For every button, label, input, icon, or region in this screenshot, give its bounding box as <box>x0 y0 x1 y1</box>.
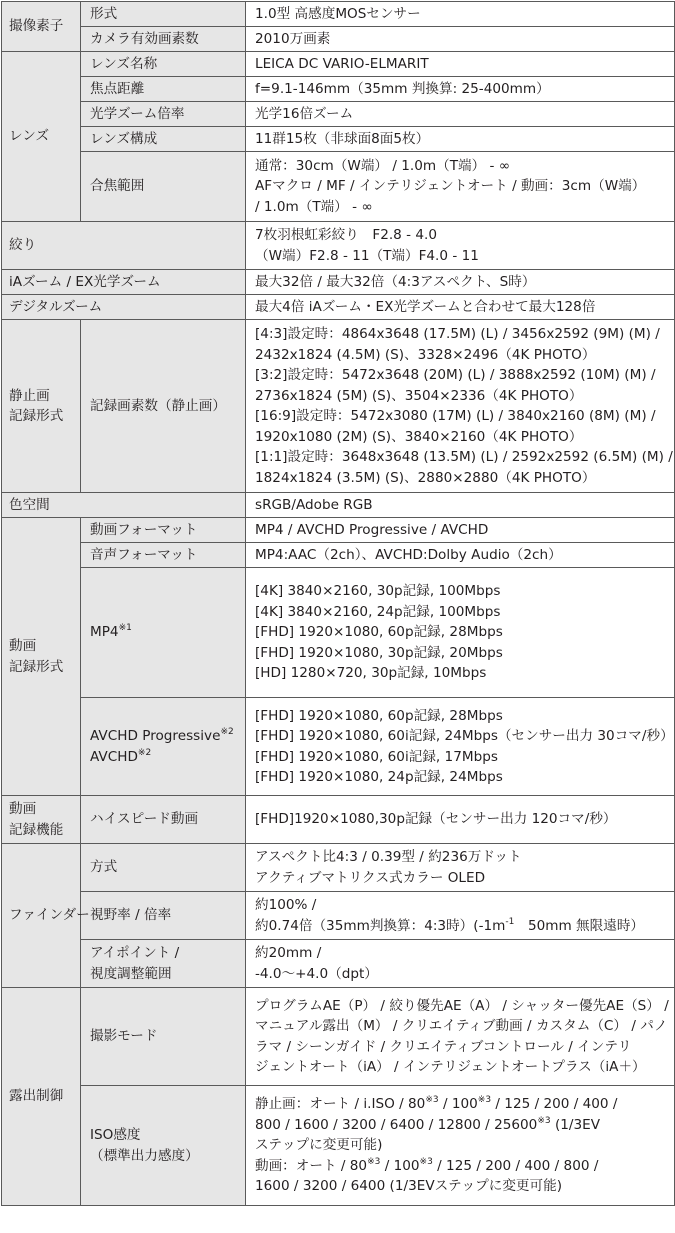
footnote-mark: ※2 <box>220 727 234 737</box>
table-row <box>2 127 675 152</box>
category-sensor: 撮像素子 <box>2 2 81 52</box>
value-focal-length: f=9.1-146mm（35mm 判換算: 25-400mm） <box>246 77 675 102</box>
value-focus-range <box>246 152 675 222</box>
value-eye-point: 約20mm / -4.0～+4.0（dpt） <box>246 940 675 988</box>
table-row <box>2 1086 675 1206</box>
label-still-pixels: 記録画素数（静止画） <box>81 320 246 493</box>
aperture-line: 7枚羽根虹彩絞り F2.8 - 4.0 <box>255 227 438 243</box>
category-lens: レンズ <box>2 52 81 222</box>
mp4-line: [FHD] 1920×1080, 60p記録, 28Mbps <box>255 624 503 641</box>
still-line: 2736x1824 (5M) (S)、3504×2336（4K PHOTO） <box>255 387 583 404</box>
table-row <box>2 27 675 52</box>
value-lens-name: LEICA DC VARIO-ELMARIT <box>246 52 675 77</box>
label-focus-range: 合焦範囲 <box>81 152 246 222</box>
table-row <box>2 940 675 988</box>
table-row <box>2 222 675 270</box>
footnote-mark: ※2 <box>137 747 152 758</box>
aperture-line: （W端）F2.8 - 11（T端）F4.0 - 11 <box>255 247 479 264</box>
table-row <box>2 102 675 127</box>
value-movie-format: MP4 / AVCHD Progressive / AVCHD <box>246 518 675 543</box>
category-still-format: 静止画 記録形式 <box>2 320 81 493</box>
label-iso: ISO感度 （標準出力感度） <box>81 1086 246 1206</box>
mp4-line: [FHD] 1920×1080, 30p記録, 20Mbps <box>255 644 503 661</box>
label-audio-format: 音声フォーマット <box>81 543 246 568</box>
focus-line: AFマクロ / MF / インテリジェントオート / 動画：3cm（W端） <box>255 178 646 195</box>
value-ia-zoom: 最大32倍 / 最大32倍（4:3アスペクト、S時） <box>246 270 675 295</box>
focus-line: / 1.0m（T端） - ∞ <box>255 198 373 215</box>
value-color-space: sRGB/Adobe RGB <box>246 493 675 518</box>
avchd-line: [FHD] 1920×1080, 60p記録, 28Mbps <box>255 707 503 724</box>
label-lens-name: レンズ名称 <box>81 52 246 77</box>
table-row <box>2 320 675 493</box>
value-optical-zoom: 光学16倍ズーム <box>246 102 675 127</box>
mp4-line: [4K] 3840×2160, 24p記録, 100Mbps <box>255 603 501 620</box>
value-shooting-mode: プログラムAE（P） / 絞り優先AE（A） / シャッター優先AE（S） / マニュアル露出（M） / クリエイティブ動画 / カスタム（C） / パノ ラマ / シーンガイド / クリエイティブコントロール / インテリ ジェントオート（iA） / インテリジェントオートプラス（iA＋） <box>246 988 675 1086</box>
label-effective-pixels: カメラ有効画素数 <box>81 27 246 52</box>
avchd-line: [FHD] 1920×1080, 60i記録, 17Mbps <box>255 748 498 765</box>
table-row <box>2 988 675 1086</box>
still-line: [4:3]設定時：4864x3648 (17.5M) (L) / 3456x2592 (9M) (M) / <box>255 326 660 342</box>
mp4-line: [4K] 3840×2160, 30p記録, 100Mbps <box>255 583 501 600</box>
avchd-line: [FHD] 1920×1080, 24p記録, 24Mbps <box>255 769 503 785</box>
category-digital-zoom: デジタルズーム <box>2 295 246 320</box>
avchd-line: [FHD] 1920×1080, 60i記録, 24Mbps（センサー出力 30コマ/秒） <box>255 728 674 744</box>
label-optical-zoom: 光学ズーム倍率 <box>81 102 246 127</box>
still-line: [3:2]設定時：5472x3648 (20M) (L) / 3888x2592 (10M) (M) / <box>255 367 656 383</box>
table-row <box>2 152 675 222</box>
category-movie-format: 動画 記録形式 <box>2 518 81 796</box>
table-row <box>2 2 675 27</box>
table-row <box>2 518 675 543</box>
label-movie-format: 動画フォーマット <box>81 518 246 543</box>
table-row <box>2 892 675 940</box>
category-aperture: 絞り <box>2 222 246 270</box>
label-focal-length: 焦点距離 <box>81 77 246 102</box>
table-row <box>2 543 675 568</box>
value-avchd <box>246 698 675 796</box>
value-effective-pixels: 2010万画素 <box>246 27 675 52</box>
value-sensor-format: 1.0型 高感度MOSセンサー <box>246 2 675 27</box>
category-color-space: 色空間 <box>2 493 246 518</box>
table-row <box>2 698 675 796</box>
table-row <box>2 52 675 77</box>
still-line: 1824x1824 (3.5M) (S)、2880×2880（4K PHOTO） <box>255 469 596 486</box>
still-line: [1:1]設定時：3648x3648 (13.5M) (L) / 2592x2592 (6.5M) (M) / <box>255 449 673 465</box>
category-finder: ファインダー <box>2 844 81 988</box>
still-line: 1920x1080 (2M) (S)、3840×2160（4K PHOTO） <box>255 428 583 445</box>
still-line: 2432x1824 (4.5M) (S)、3328×2496（4K PHOTO） <box>255 346 596 363</box>
value-digital-zoom: 最大4倍 iAズーム・EX光学ズームと合わせて最大128倍 <box>246 295 675 320</box>
value-high-speed-movie: [FHD]1920×1080,30p記録（センサー出力 120コマ/秒） <box>246 796 675 844</box>
focus-line: 通常：30cm（W端） / 1.0m（T端） - ∞ <box>255 157 511 174</box>
label-finder-method: 方式 <box>81 844 246 892</box>
value-iso: 静止画：オート / i.ISO / 80$^{※3}$ / 100$^{※3}$ / 125 / 200 / 400 / 800 / 1600 / 3200 / 6400 / 12800 / 25600$^{※3}$ (1/3EV ステップに変更可能) 動画：オート / 80$^{※3}$ / 100$^{※3}$ / 125 / 200 / 400 / 800 / 1600 / 3200 / 6400 (1/3EVステップに変更可能) <box>246 1086 675 1206</box>
label-high-speed-movie: ハイスピード動画 <box>81 796 246 844</box>
value-still-pixels <box>246 320 675 493</box>
value-audio-format: MP4:AAC（2ch）、AVCHD:Dolby Audio（2ch） <box>246 543 675 568</box>
spec-table <box>1 1 675 1206</box>
category-exposure: 露出制御 <box>2 988 81 1206</box>
label-shooting-mode: 撮影モード <box>81 988 246 1086</box>
value-finder-method: アスペクト比4:3 / 0.39型 / 約236万ドット アクティブマトリクス式カラー OLED <box>246 844 675 892</box>
value-mp4 <box>246 568 675 698</box>
label-lens-construction: レンズ構成 <box>81 127 246 152</box>
label-mp4: MP4$^{※1}$ <box>81 568 246 698</box>
table-row <box>2 796 675 844</box>
table-row <box>2 493 675 518</box>
category-movie-function: 動画 記録機能 <box>2 796 81 844</box>
table-row <box>2 844 675 892</box>
value-aperture <box>246 222 675 270</box>
category-ia-zoom: iAズーム / EX光学ズーム <box>2 270 246 295</box>
mp4-line: [HD] 1280×720, 30p記録, 10Mbps <box>255 665 487 682</box>
footnote-mark: ※1 <box>118 623 132 634</box>
label-avchd: AVCHD Progressive$^{※2}$ AVCHD$^{※2}$ <box>81 698 246 796</box>
label-field-of-view: 視野率 / 倍率 <box>81 892 246 940</box>
label-eye-point: アイポイント / 視度調整範囲 <box>81 940 246 988</box>
table-row <box>2 77 675 102</box>
label-sensor-format: 形式 <box>81 2 246 27</box>
value-field-of-view: 約100% / 約0.74倍（35mm判換算：4:3時）($-1m^{-1}$ 50mm 無限遠時） <box>246 892 675 940</box>
table-row <box>2 270 675 295</box>
value-lens-construction: 11群15枚（非球面8面5枚） <box>246 127 675 152</box>
table-row <box>2 568 675 698</box>
still-line: [16:9]設定時：5472x3080 (17M) (L) / 3840x2160 (8M) (M) / <box>255 408 656 424</box>
table-row <box>2 295 675 320</box>
